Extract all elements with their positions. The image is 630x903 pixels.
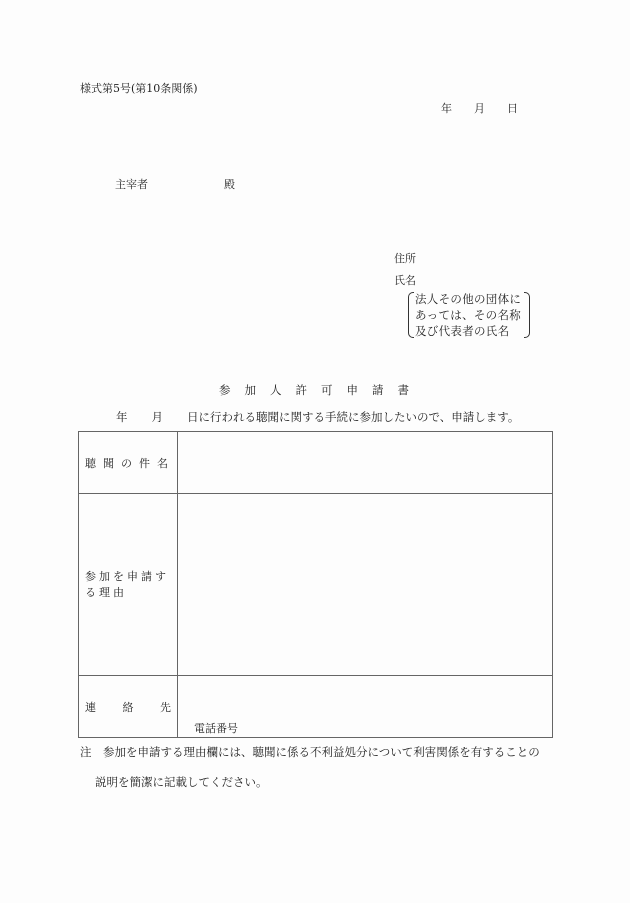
contact-label-part: 絡: [122, 700, 134, 714]
hearing-subject-label: 聴聞の件名: [79, 432, 178, 494]
name-label: 氏名: [394, 274, 416, 287]
date-year: 年: [441, 102, 452, 115]
intro-statement: [116, 409, 519, 425]
document-title: 参加人許可申請書: [219, 383, 423, 397]
table-row: [79, 676, 553, 738]
phone-number-label: 電話番号: [194, 722, 238, 735]
hearing-subject-field[interactable]: [178, 432, 553, 494]
reason-field[interactable]: [178, 494, 553, 676]
contact-label-part: 連: [85, 700, 96, 714]
contact-label-cell: [79, 676, 178, 738]
intro-text: 日に行われる聴聞に関する手続に参加したいので、申請します。: [187, 410, 520, 424]
intro-month: 月: [151, 410, 163, 424]
table-row: [79, 494, 553, 676]
addressee-honorific: 殿: [224, 178, 235, 191]
address-label: 住所: [394, 252, 416, 265]
form-number: 様式第5号(第10条関係): [80, 82, 198, 95]
note-line-2: 説明を簡潔に記載してください。: [95, 775, 268, 789]
organization-name-note: [408, 291, 530, 339]
date-line: [441, 100, 518, 116]
application-table: [78, 431, 553, 738]
addressee: [115, 176, 235, 192]
note-line: 及び代表者の氏名: [415, 324, 510, 338]
date-month: 月: [474, 102, 485, 115]
reason-label: 参加を申請する理由: [79, 494, 178, 676]
contact-field[interactable]: [178, 676, 553, 738]
note-line-1: 注 参加を申請する理由欄には、聴聞に係る不利益処分について利害関係を有することの: [80, 745, 540, 759]
note-line: 法人その他の団体に: [415, 292, 522, 306]
table-row: [79, 432, 553, 494]
note-line: あっては、その名称: [415, 308, 522, 322]
date-day: 日: [507, 102, 518, 115]
addressee-label: 主宰者: [115, 178, 148, 191]
contact-label-part: 先: [160, 700, 171, 714]
intro-year: 年: [116, 410, 128, 424]
